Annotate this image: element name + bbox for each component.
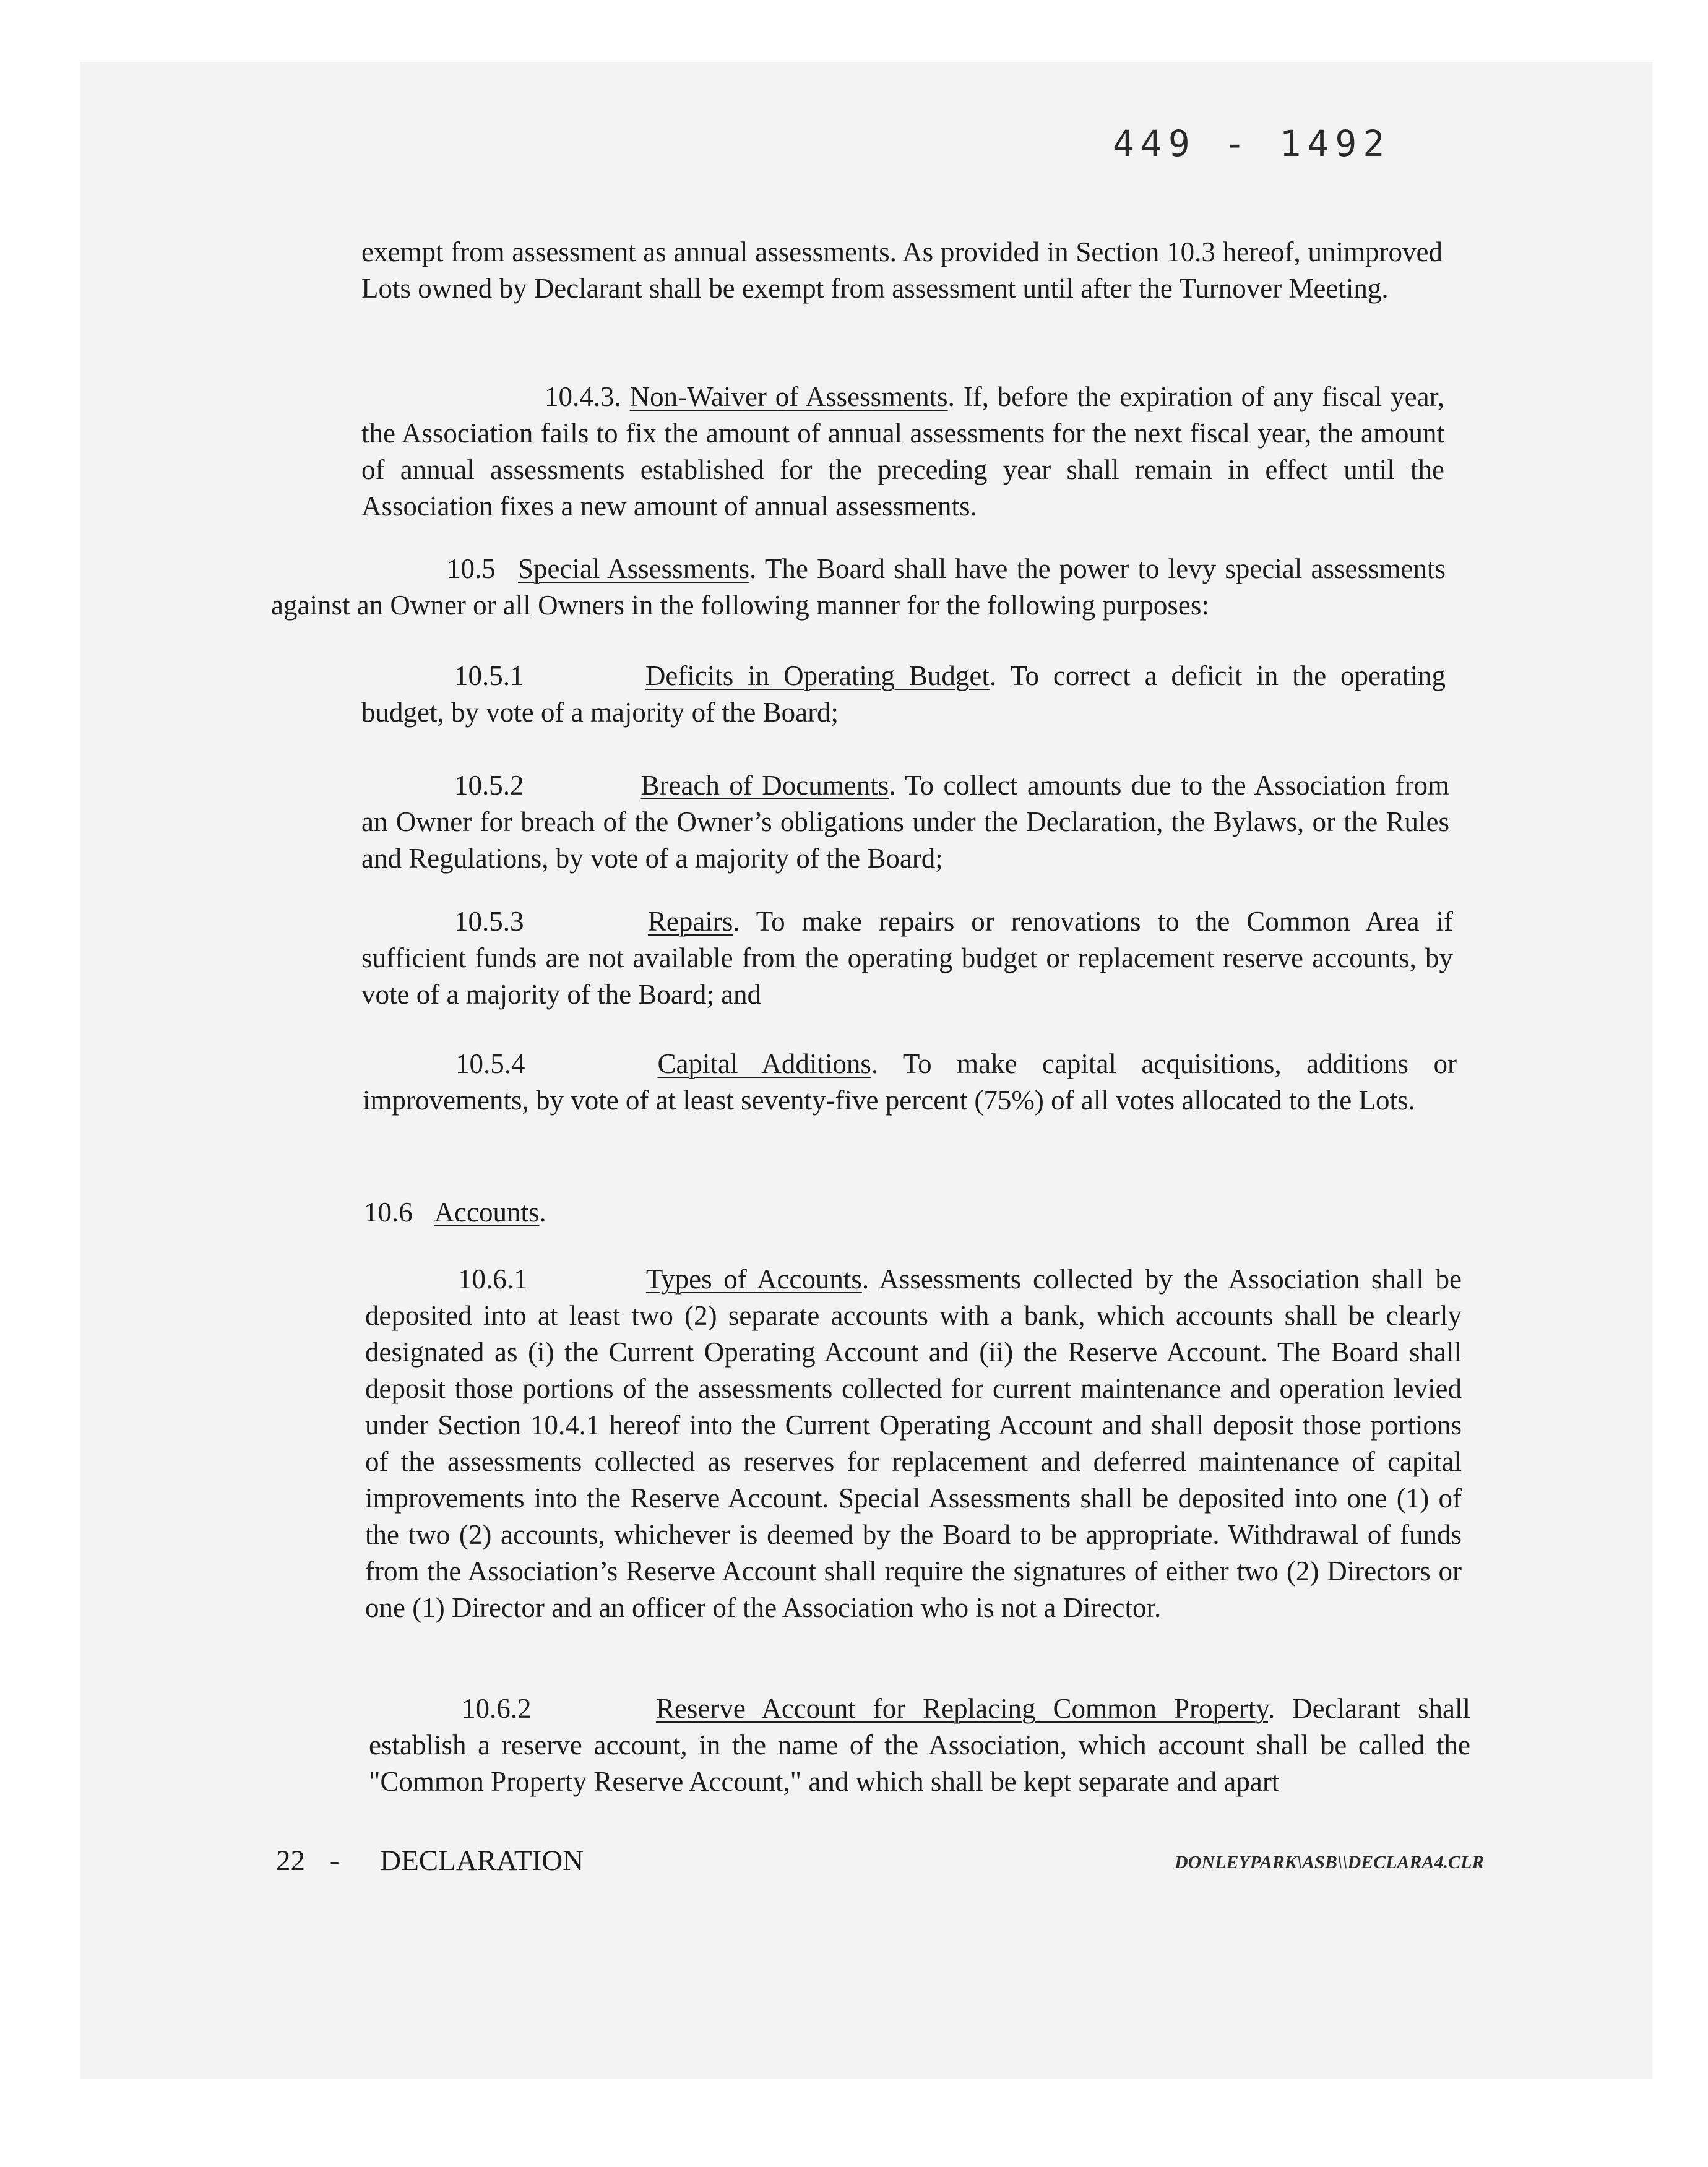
section-heading: Capital Additions [657, 1048, 871, 1079]
paragraph-10-5-2: 10.5.2 Breach of Documents. To collect amounts due to the Association from an Owner for breach of the Owner’s obligations under the Declaration, the Bylaws, or the Rules and Regulations, by vote of a majority of the Board; [361, 767, 1449, 877]
paragraph-10-4-3: 10.4.3. Non-Waiver of Assessments. If, before the expiration of any fiscal year, the Association fails to fix the amount of annual assessments for the next fiscal year, the amount of annual assessments established for the preceding year shall remain in effect until the Association fixes a new amount of annual assessments. [361, 379, 1444, 525]
paragraph-text: Assessments collected by the Association shall be deposited into at least two (2) separate accounts with a bank, which accounts shall be clearly designated as (i) the Current Operating Account and (ii) the Reserve Account. The Board shall deposit those portions of the assessments collected for current maintenance and operation levied under Section 10.4.1 hereof into the Current Operating Account and shall deposit those portions of the assessments collected as reserves for replacement and deferred maintenance of capital improvements into the Reserve Account. Special Assessments shall be deposited into one (1) of the two (2) accounts, whichever is deemed by the Board to be appropriate. Withdrawal of funds from the Association’s Reserve Account shall require the signatures of either two (2) Directors or one (1) Director and an officer of the Association who is not a Director. [365, 1264, 1462, 1623]
paragraph-10-6: 10.6 Accounts. [364, 1194, 1106, 1231]
section-heading: Non-Waiver of Assessments [629, 381, 948, 412]
file-path: DONLEYPARK\ASB\\DECLARA4.CLR [1175, 1852, 1485, 1872]
paragraph-text: To collect amounts due to the Association from an Owner for breach of the Owner’s obligations under the Declaration, the Bylaws, or the Rules and Regulations, by vote of a majority of the Board; [361, 770, 1450, 874]
document-title: DECLARATION [380, 1845, 584, 1877]
paragraph-10-5: 10.5 Special Assessments. The Board shall have the power to levy special assessments against an Owner or all Owners in the following manner for the following purposes: [271, 551, 1446, 624]
section-heading: Deficits in Operating Budget [645, 660, 990, 691]
paragraph-10-5-4: 10.5.4 Capital Additions. To make capital acquisitions, additions or improvements, by vote of at least seventy-five percent (75%) of all votes allocated to the Lots. [363, 1046, 1457, 1119]
section-number: 10.6.1 [458, 1264, 528, 1295]
recording-number: 449 - 1492 [1113, 123, 1391, 165]
paragraph-10-6-2: 10.6.2 Reserve Account for Replacing Common Property. Declarant shall establish a reserve account, in the name of the Association, which account shall be called the "Common Property Reserve Account," and which shall be kept separate and apart [369, 1691, 1470, 1800]
paragraph-intro [361, 234, 1443, 307]
section-heading: Accounts [434, 1197, 540, 1228]
paragraph-text: To make repairs or renovations to the Common Area if sufficient funds are not available from the operating budget or replacement reserve accounts, by vote of a majority of the Board; and [361, 906, 1454, 1010]
section-number: 10.5.3 [454, 906, 524, 937]
paragraph-10-6-1: 10.6.1 Types of Accounts. Assessments collected by the Association shall be deposited into at least two (2) separate accounts with a bank, which accounts shall be clearly designated as (i) the Current Operating Account and (ii) the Reserve Account. The Board shall deposit those portions of the assessments collected for current maintenance and operation levied under Section 10.4.1 hereof into the Current Operating Account and shall deposit those portions of the assessments collected as reserves for replacement and deferred maintenance of capital improvements into the Reserve Account. Special Assessments shall be deposited into one (1) of the two (2) accounts, whichever is deemed by the Board to be appropriate. Withdrawal of funds from the Association’s Reserve Account shall require the signatures of either two (2) Directors or one (1) Director and an officer of the Association who is not a Director. [365, 1261, 1462, 1626]
section-heading: Types of Accounts [645, 1264, 862, 1295]
paragraph-text: exempt from assessment as annual assessments. As provided in Section 10.3 hereof, unimproved Lots owned by Declarant shall be exempt from assessment until after the Turnover Meeting. [361, 236, 1443, 304]
section-number: 10.5.2 [454, 770, 524, 801]
section-number: 10.4.3. [545, 381, 621, 412]
page-footer [276, 1844, 584, 1877]
section-number: 10.6 [364, 1197, 413, 1228]
section-heading: Special Assessments [517, 553, 750, 584]
footer-separator: - [329, 1845, 340, 1877]
paragraph-text: To make capital acquisitions, additions or improvements, by vote of at least seventy-five percent (75%) of all votes allocated to the Lots. [363, 1048, 1457, 1116]
section-number: 10.5.1 [454, 660, 524, 691]
section-number: 10.6.2 [462, 1693, 532, 1724]
paragraph-10-5-1: 10.5.1 Deficits in Operating Budget. To correct a deficit in the operating budget, by vote of a majority of the Board; [361, 658, 1446, 731]
page-number: 22 [276, 1845, 305, 1877]
paragraph-text: Declarant shall establish a reserve account, in the name of the Association, which account shall be called the "Common Property Reserve Account," and which shall be kept separate and apart [369, 1693, 1470, 1797]
paragraph-text: To correct a deficit in the operating budget, by vote of a majority of the Board; [361, 660, 1446, 728]
section-heading: Breach of Documents [640, 770, 889, 801]
section-number: 10.5.4 [455, 1048, 525, 1079]
section-heading: Reserve Account for Replacing Common Property [655, 1693, 1268, 1724]
paragraph-text: If, before the expiration of any fiscal year, the Association fails to fix the amount of annual assessments for the next fiscal year, the amount of annual assessments established for the preceding year shall remain in effect until the Association fixes a new amount of annual assessments. [361, 381, 1445, 522]
section-heading: Repairs [647, 906, 733, 937]
paragraph-text: The Board shall have the power to levy special assessments against an Owner or all Owners in the following manner for the following purposes: [271, 553, 1446, 621]
paragraph-10-5-3: 10.5.3 Repairs. To make repairs or renovations to the Common Area if sufficient funds are not available from the operating budget or replacement reserve accounts, by vote of a majority of the Board; and [361, 903, 1453, 1013]
section-number: 10.5 [447, 553, 496, 584]
